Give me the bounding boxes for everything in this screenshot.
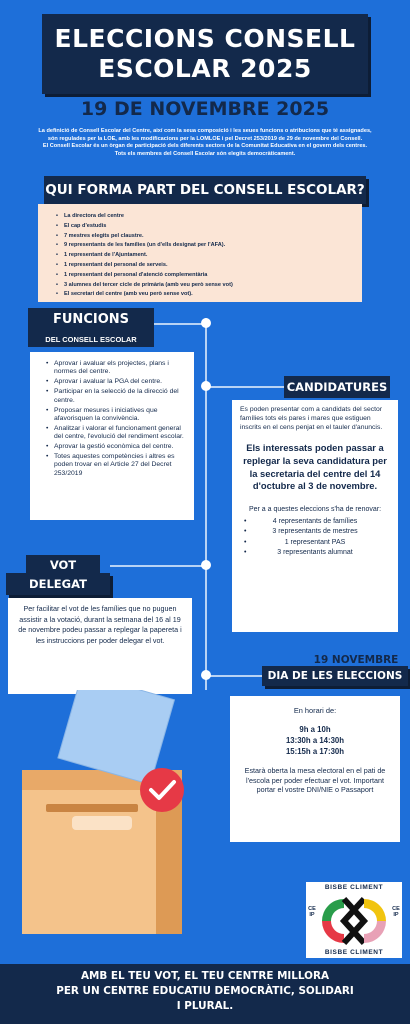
composition-list xyxy=(38,204,362,302)
delegat-heading: DELEGAT xyxy=(6,573,110,595)
renew-item: • 4 representants de famílies xyxy=(240,517,390,528)
funcio-item: • Analitzar i valorar el funcionament general del centre, l'evolució del rendiment escolar. xyxy=(46,425,186,442)
election-date: 19 DE NOVEMBRE 2025 xyxy=(80,98,330,120)
funcio-item: • Totes aquestes competències i altres es poden trovar en el Article 27 del Decret 253/2019 xyxy=(46,453,186,478)
renew-item: • 1 representant PAS xyxy=(240,538,390,549)
renew-intro: Per a a questes eleccions s'ha de renovar: xyxy=(248,505,382,513)
composition-heading: QUI FORMA PART DEL CONSELL ESCOLAR? xyxy=(44,176,366,204)
timeline-connector xyxy=(110,565,206,567)
timeline-connector xyxy=(154,323,206,325)
candidatures-card xyxy=(232,400,398,632)
timeline-connector xyxy=(206,675,262,677)
intro-line-3: El Consell Escolar és un òrgan de participació dels diferents sectors de la Comunitat Educativa en el govern dels centres. xyxy=(42,143,368,150)
election-day-date: 19 NOVEMBRE xyxy=(313,654,399,666)
member-item: • 3 alumnes del tercer cicle de primària (amb veu però sense vot) xyxy=(56,281,352,291)
funcions-card xyxy=(30,352,194,520)
timeline-dot xyxy=(201,318,211,328)
time-slot: 15:15h a 17:30h xyxy=(285,747,345,756)
member-item: • 7 mestres elegits pel claustre. xyxy=(56,232,352,242)
member-item: • 1 representant del personal d'atenció complementària xyxy=(56,271,352,281)
ballot-box-label xyxy=(72,816,132,830)
timeline-dot xyxy=(201,381,211,391)
ballot-slot xyxy=(46,804,138,812)
footer-line-1: AMB EL TEU VOT, EL TEU CENTRE MILLORA xyxy=(80,970,330,982)
funcio-item: • Proposar mesures i iniciatives que afavorisquen la convivència. xyxy=(46,407,186,424)
school-logo-emblem xyxy=(318,894,390,948)
logo-bottom-text: BISBE CLIMENT xyxy=(324,949,384,956)
election-day-heading: DIA DE LES ELECCIONS xyxy=(262,666,408,686)
funcio-item: • Participar en la selecció de la direcció del centre. xyxy=(46,388,186,405)
timeline-dot xyxy=(201,560,211,570)
election-day-info: Estarà oberta la mesa electoral en el pati de l'escola per poder efectuar el vot. Important portar el vostre DNI/NIE o Passaport xyxy=(244,766,386,795)
candidatures-heading: CANDIDATURES xyxy=(284,376,390,398)
footer-line-3: I PLURAL. xyxy=(176,1000,234,1012)
title-banner xyxy=(42,14,368,94)
intro-line-4: Tots els membres del Consell Escolar són elegits democràticament. xyxy=(114,150,296,157)
member-item: • 9 representants de les famílies (un d'ells designat per l'AFA). xyxy=(56,241,352,251)
ballot-box-illustration xyxy=(20,690,200,950)
logo-right-text: CEIP xyxy=(392,906,400,918)
member-item: • El secretari del centre (amb veu però sense vot). xyxy=(56,290,352,300)
title-line-1: ELECCIONS CONSELL xyxy=(54,24,356,53)
intro-text xyxy=(8,128,402,158)
footer-banner xyxy=(0,964,410,1024)
intro-line-2: són regulades per la LOE, amb les modificacions per la LOMLOE i pel Decret 253/2019 de 29 de novembre del Consell. xyxy=(47,135,363,142)
time-slot: 13:30h a 14:30h xyxy=(285,736,345,745)
title-line-2: ESCOLAR 2025 xyxy=(98,54,312,83)
timeline-dot xyxy=(201,670,211,680)
funcio-item: • Aprovar i avaluar els projectes, plans i normes del centre. xyxy=(46,360,186,377)
vot-delegat-card: Per facilitar el vot de les famílies que no puguen assistir a la votació, durant la setmana del 16 al 19 de novembre podeu passar a replegar la papereta i les instruccions per poder delegar el vot. xyxy=(8,598,192,694)
vot-heading: VOT xyxy=(26,555,100,575)
member-item: • 1 representant del personal de serveis. xyxy=(56,261,352,271)
candidatures-highlight: Els interessats poden passar a replegar la seva candidatura per la secretaria del centre del 14 d'octubre al 3 de novembre. xyxy=(243,442,387,492)
candidatures-intro: Es poden presentar com a candidats del sector famílies tots els pares i mares que estiguen inscrits en el cens penjat en el tauler d'anuncis. xyxy=(240,406,383,431)
member-item: • El cap d'estudis xyxy=(56,222,352,232)
member-item: • La directora del centre xyxy=(56,212,352,222)
funcions-subheading: DEL CONSELL ESCOLAR xyxy=(28,332,154,347)
renew-item: • 3 representants de mestres xyxy=(240,527,390,538)
time-slot: 9h a 10h xyxy=(299,725,331,734)
logo-left-text: CEIP xyxy=(308,906,316,918)
member-item: • 1 representant de l'Ajuntament. xyxy=(56,251,352,261)
funcio-item: • Aprovar i avaluar la PGA del centre. xyxy=(46,378,186,386)
footer-line-2: PER UN CENTRE EDUCATIU DEMOCRÀTIC, SOLIDARI xyxy=(56,985,354,997)
intro-line-1: La definició de Consell Escolar del Centre, així com la seua composició i les seues funcions o atribucions que té assignades, xyxy=(38,128,372,134)
school-logo xyxy=(306,882,402,958)
check-badge-icon xyxy=(140,768,184,812)
funcions-heading: FUNCIONS xyxy=(28,308,154,332)
timeline-line xyxy=(205,318,207,690)
logo-top-text: BISBE CLIMENT xyxy=(324,884,384,891)
election-day-card xyxy=(230,696,400,842)
funcio-item: • Aprovar la gestió econòmica del centre. xyxy=(46,443,186,451)
hours-label: En horari de: xyxy=(293,706,337,715)
renew-item: • 3 representants alumnat xyxy=(240,548,390,559)
timeline-connector xyxy=(206,386,284,388)
